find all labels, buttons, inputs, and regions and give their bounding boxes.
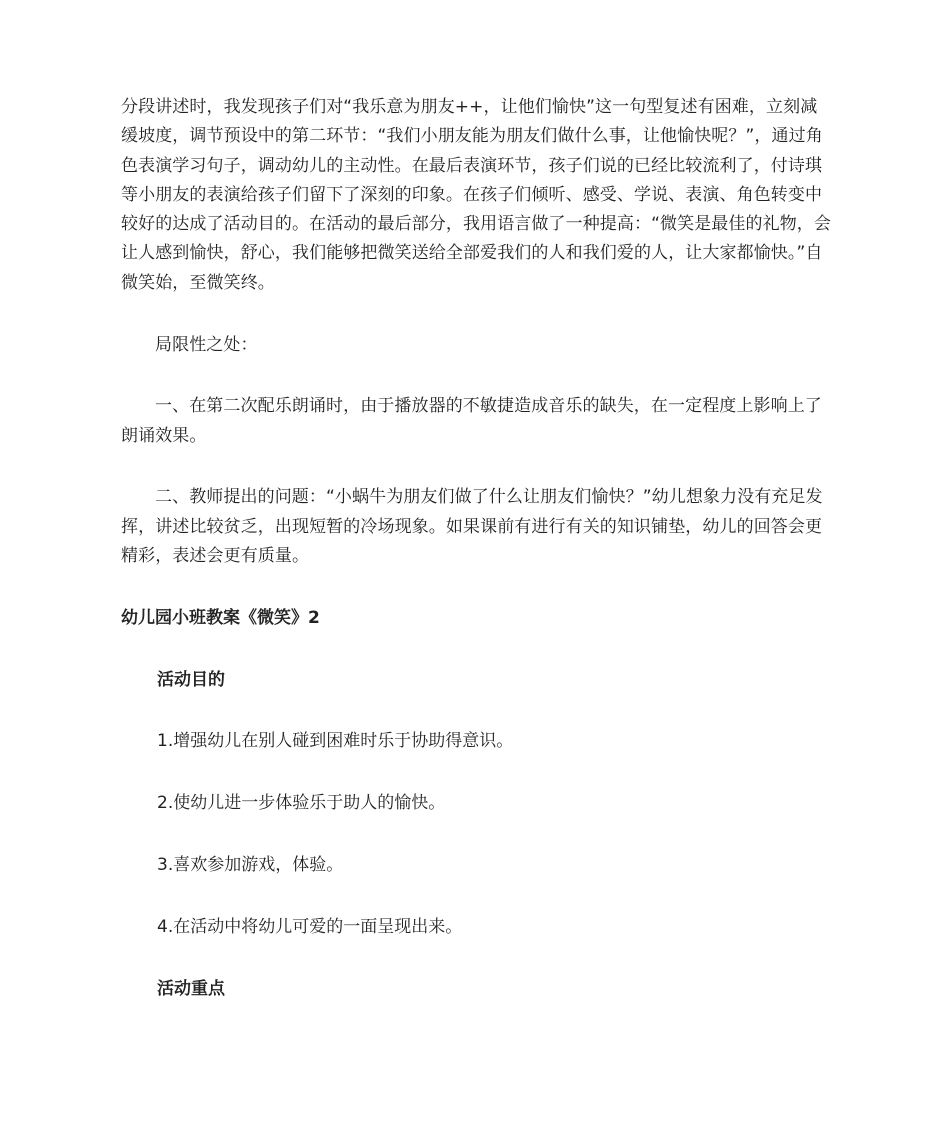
focus-heading: 活动重点	[157, 978, 225, 999]
document-page	[121, 93, 833, 1004]
goal-item-3: 3.喜欢参加游戏，体验。	[157, 855, 344, 876]
limitation-item-2: 二、教师提出的问题：“小蜗牛为朋友们做了什么让朋友们愉快？”幼儿想象力没有充足发挥，讲述比较贫乏，出现短暂的冷场现象。如果课前有进行有关的知识铺垫，幼儿的回答会更精彩，表述会更有质量。	[121, 487, 823, 567]
goals-heading: 活动目的	[157, 669, 225, 690]
goal-item-1: 1.增强幼儿在别人碰到困难时乐于协助得意识。	[157, 731, 514, 752]
paragraph-reflection: 分段讲述时，我发现孩子们对“我乐意为朋友++，让他们愉快”这一句型复述有困难，立刻减缓坡度，调节预设中的第二环节：“我们小朋友能为朋友们做什么事，让他愉快呢？”，通过角色表演学习句子，调动幼儿的主动性。在最后表演环节，孩子们说的已经比较流利了，付诗琪等小朋友的表演给孩子们留下了深刻的印象。在孩子们倾听、感受、学说、表演、角色转变中较好的达成了活动目的。在活动的最后部分，我用语言做了一种提高：“微笑是最佳的礼物，会让人感到愉快，舒心，我们能够把微笑送给全部爱我们的人和我们爱的人，让大家都愉快。”自微笑始，至微笑终。	[121, 97, 832, 293]
goal-item-2: 2.使幼儿进一步体验乐于助人的愉快。	[157, 793, 446, 814]
limitations-label: 局限性之处：	[155, 334, 258, 355]
section-title: 幼儿园小班教案《微笑》2	[121, 607, 320, 628]
goal-item-4: 4.在活动中将幼儿可爱的一面呈现出来。	[157, 916, 463, 937]
limitation-item-1: 一、在第二次配乐朗诵时，由于播放器的不敏捷造成音乐的缺失，在一定程度上影响上了朗诵效果。	[121, 396, 822, 446]
